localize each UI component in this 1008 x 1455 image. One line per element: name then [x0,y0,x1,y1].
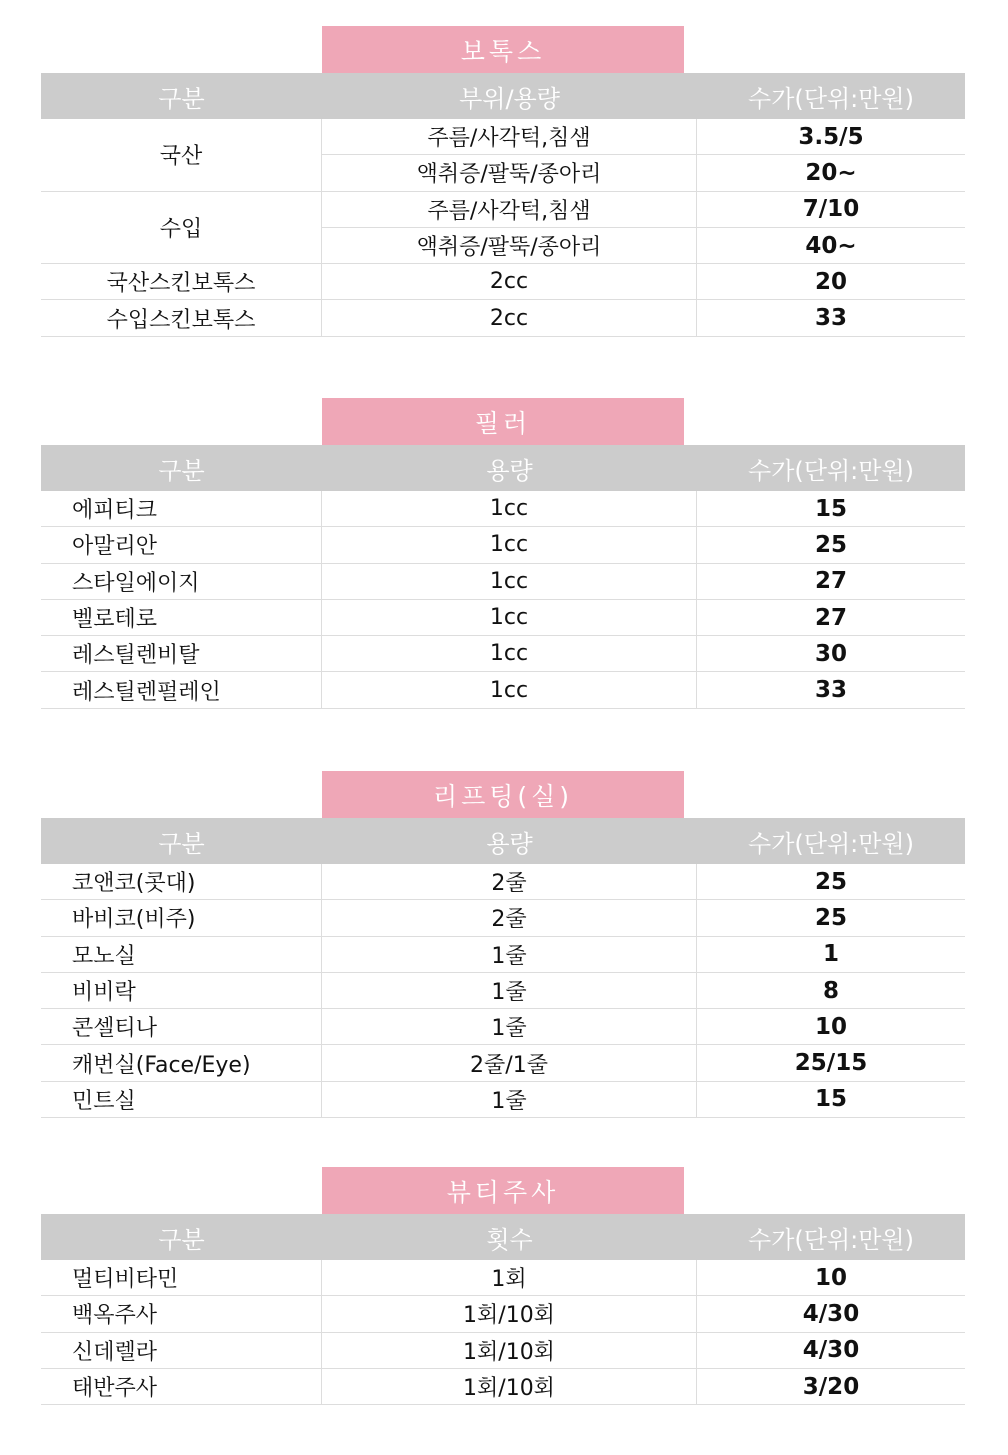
table-cell-price: 1 [822,941,839,968]
table-row [41,864,965,900]
table-cell-item: 액취증/팔뚝/종아리 [322,155,697,191]
table-cell-item: 2cc [322,300,697,336]
table-cell-category: 비비락 [41,973,322,1008]
table-cell-price: 20~ [697,155,965,191]
table-cell-price: 25 [814,868,847,895]
table-row [41,1082,965,1118]
table-cell-price: 33 [814,677,847,704]
table-cell-price: 7/10 [697,192,965,228]
table-row [41,973,965,1009]
table-cell-category: 민트실 [41,1082,322,1117]
table-row [41,672,965,708]
header-price: 수가(단위:만원) [748,1225,914,1254]
table-row [41,600,965,636]
table-row [41,1333,965,1369]
header-item: 횟수 [486,1225,533,1254]
table-cell-item: 1줄 [322,1082,697,1117]
beauty-title: 뷰티주사 [322,1167,684,1214]
table-cell-item: 1회/10회 [322,1296,697,1331]
botox-category-imported: 수입 [41,192,322,265]
table-cell-category: 멀티비타민 [41,1260,322,1295]
table-row [41,1296,965,1332]
lifting-title: 리프팅(실) [322,771,684,818]
lifting-table [41,864,965,1118]
table-cell-price: 33 [697,300,965,336]
table-cell-item: 주름/사각턱,침샘 [322,192,697,228]
header-item: 용량 [486,829,533,858]
table-cell-category: 콘셀티나 [41,1009,322,1044]
table-row [41,1009,965,1045]
table-row [41,1369,965,1405]
table-cell-category: 국산스킨보톡스 [41,264,322,300]
table-cell-category: 레스틸렌비탈 [41,636,322,671]
header-category: 구분 [158,829,205,858]
table-cell-item: 주름/사각턱,침샘 [322,119,697,155]
table-cell-item: 1회/10회 [322,1369,697,1404]
table-cell-price: 27 [814,568,847,595]
filler-table [41,491,965,709]
table-cell-item: 액취증/팔뚝/종아리 [322,228,697,264]
botox-title: 보톡스 [322,26,684,73]
header-category: 구분 [158,84,205,113]
table-cell-item: 1cc [322,491,697,526]
table-cell-category: 백옥주사 [41,1296,322,1331]
table-cell-price: 25 [814,904,847,931]
table-cell-item: 1cc [322,600,697,635]
table-cell-item: 2줄/1줄 [322,1045,697,1080]
table-cell-price: 4/30 [802,1300,860,1327]
beauty-header [41,1214,965,1260]
table-cell-item: 1회 [322,1260,697,1295]
table-cell-price: 30 [814,640,847,667]
table-row [41,1260,965,1296]
table-cell-category: 모노실 [41,937,322,972]
table-cell-category: 에피티크 [41,491,322,526]
table-cell-price: 27 [814,604,847,631]
header-category: 구분 [158,1225,205,1254]
table-cell-price: 15 [814,1086,847,1113]
filler-title: 필러 [322,398,684,445]
table-cell-category: 레스틸렌펄레인 [41,672,322,707]
table-cell-category: 수입스킨보톡스 [41,300,322,336]
table-row [41,564,965,600]
table-cell-price: 8 [822,977,839,1004]
table-row [41,900,965,936]
lifting-header [41,818,965,864]
table-cell-price: 4/30 [802,1337,860,1364]
botox-header [41,73,965,119]
table-cell-price: 3.5/5 [697,119,965,155]
filler-header [41,445,965,491]
table-cell-category: 바비코(비주) [41,900,322,935]
table-cell-item: 1cc [322,636,697,671]
header-price: 수가(단위:만원) [748,456,914,485]
table-cell-item: 1회/10회 [322,1333,697,1368]
table-cell-category: 태반주사 [41,1369,322,1404]
table-cell-category: 코앤코(콧대) [41,864,322,899]
table-cell-item: 2cc [322,264,697,300]
table-row [41,527,965,563]
table-cell-category: 신데렐라 [41,1333,322,1368]
beauty-table [41,1260,965,1405]
header-item: 용량 [486,456,533,485]
table-cell-item: 1cc [322,527,697,562]
table-row [41,491,965,527]
table-cell-category: 벨로테로 [41,600,322,635]
table-cell-category: 캐번실(Face/Eye) [41,1045,322,1080]
table-cell-item: 1cc [322,564,697,599]
table-cell-item: 1줄 [322,937,697,972]
header-price: 수가(단위:만원) [748,84,914,113]
table-cell-item: 1cc [322,672,697,707]
table-row [41,937,965,973]
table-cell-item: 1줄 [322,973,697,1008]
table-row [41,1045,965,1081]
table-cell-price: 15 [814,495,847,522]
header-category: 구분 [158,456,205,485]
table-cell-price: 10 [814,1264,847,1291]
table-cell-price: 25 [814,531,847,558]
table-cell-category: 아말리안 [41,527,322,562]
table-cell-category: 스타일에이지 [41,564,322,599]
table-cell-price: 10 [814,1013,847,1040]
botox-category-domestic: 국산 [41,119,322,192]
botox-table [41,119,965,337]
table-cell-item: 1줄 [322,1009,697,1044]
table-cell-price: 3/20 [802,1373,860,1400]
header-price: 수가(단위:만원) [748,829,914,858]
table-cell-item: 2줄 [322,900,697,935]
table-cell-price: 40~ [697,228,965,264]
table-cell-price: 25/15 [794,1050,868,1077]
table-cell-price: 20 [697,264,965,300]
header-item: 부위/용량 [459,84,560,113]
table-row [41,636,965,672]
table-cell-item: 2줄 [322,864,697,899]
